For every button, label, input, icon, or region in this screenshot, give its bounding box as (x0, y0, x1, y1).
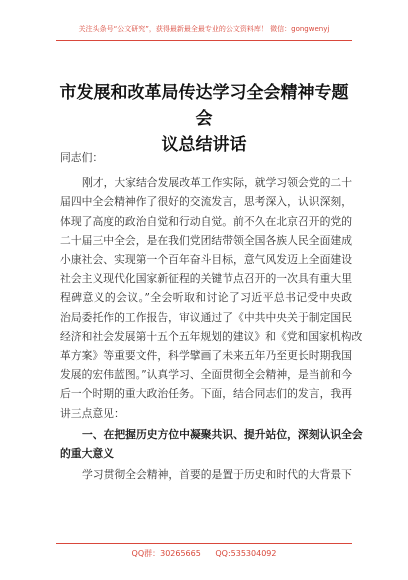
footer-divider (56, 543, 352, 544)
paragraph-line: 发展的宏伟蓝图。”认真学习、全面贯彻全会精神，是当前和今 (60, 368, 352, 382)
paragraph-line: 讲三点意见： (60, 406, 125, 420)
header-divider (56, 40, 352, 41)
heading-line-1: 一、在把握历史方位中凝聚共识、提升站位，深刻认识全会 (82, 427, 363, 441)
title-line-1: 市发展和改革局传达学习全会精神专题会 (59, 83, 349, 129)
paragraph-line: 二十届三中全会，是在我们党团结带领全国各族人民全面建成 (60, 233, 352, 247)
header-banner: 关注头条号“公文研究”，获得最新最全最专业的公文资料库！ 微信：gongwenyj (78, 25, 330, 33)
paragraph-line: 治局委托作的工作报告，审议通过了《中共中央关于制定国民 (60, 310, 352, 324)
footer (0, 548, 408, 559)
footer-qq-group: QQ群：30265665 (131, 549, 201, 558)
paragraph-2 (60, 465, 352, 484)
title-line-2: 议总结讲话 (161, 135, 247, 155)
paragraph-line: 革方案》等重要文件，科学擘画了未来五年乃至更长时期我国 (60, 349, 352, 363)
section-heading-1 (60, 425, 363, 463)
salutation: 同志们： (60, 151, 104, 164)
paragraph-line: 经济和社会发展第十五个五年规划的建议》和《党和国家机构改 (60, 329, 363, 343)
paragraph-1 (60, 173, 363, 423)
paragraph-line: 刚才，大家结合发展改革工作实际，就学习领会党的二十 (82, 176, 352, 190)
document-body (60, 148, 363, 484)
paragraph-line: 学习贯彻全会精神，首要的是置于历史和时代的大背景下 (82, 468, 352, 482)
paragraph-line: 小康社会、实现第一个百年奋斗目标，意气风发迈上全面建设 (60, 253, 352, 267)
paragraph-line: 社会主义现代化国家新征程的关键节点召开的一次具有重大里 (60, 272, 352, 286)
paragraph-line: 体现了高度的政治自觉和行动自觉。前不久在北京召开的党的 (60, 214, 352, 228)
footer-qq: QQ:535304092 (215, 549, 277, 558)
paragraph-line: 后一个时期的重大政治任务。下面，结合同志们的发言，我再 (60, 387, 352, 401)
paragraph-line: 程碑意义的会议。”全会听取和讨论了习近平总书记受中央政 (60, 291, 352, 305)
heading-line-2: 的重大意义 (60, 447, 114, 461)
paragraph-line: 届四中全会精神作了很好的交流发言，思考深入，认识深刻， (60, 195, 352, 209)
document-title (56, 80, 352, 158)
